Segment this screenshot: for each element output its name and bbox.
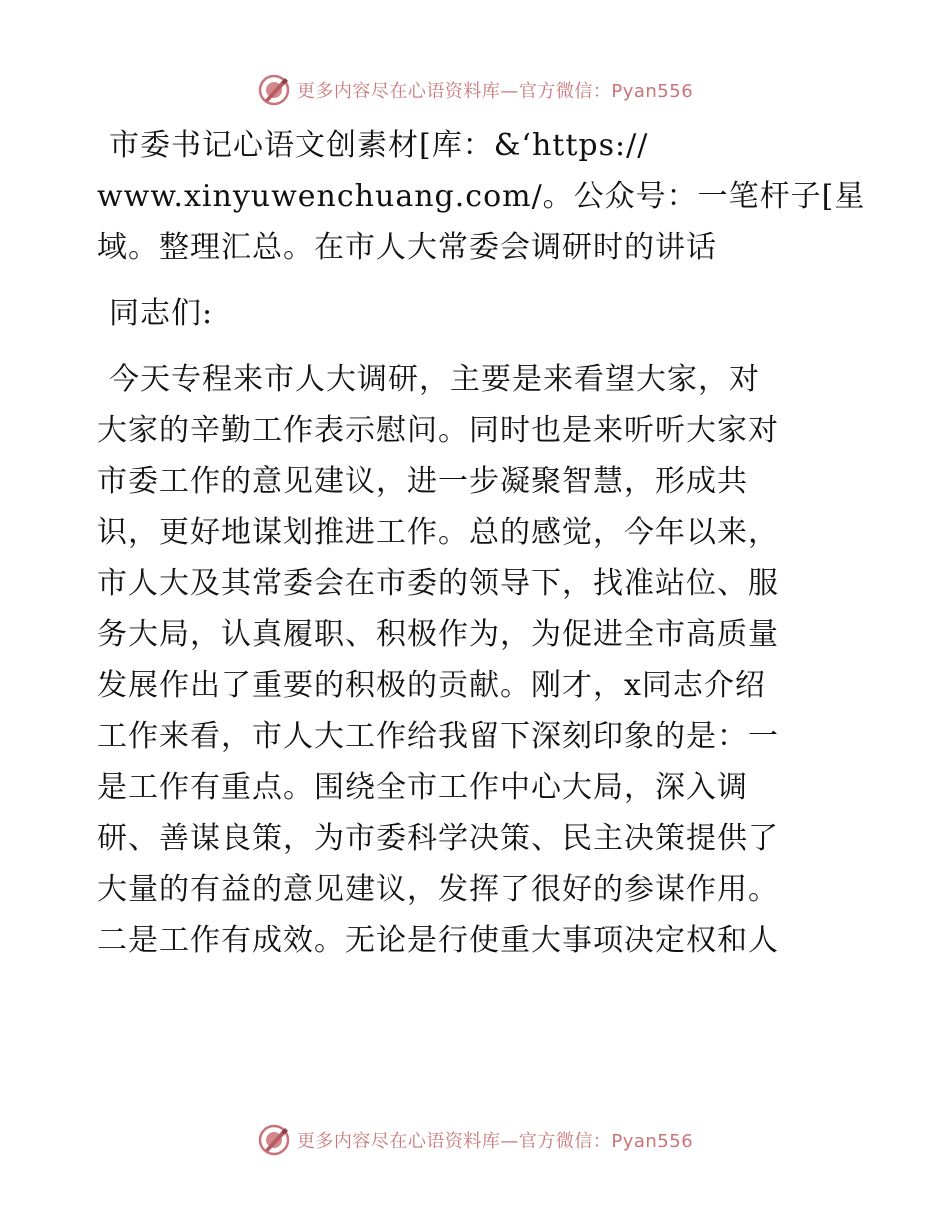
pen-logo-icon (257, 73, 291, 107)
body-line-11: 大量的有益的意见建议，发挥了很好的参谋作用。 (97, 872, 779, 907)
title-line-3: 域。整理汇总。在市人大常委会调研时的讲话 (97, 230, 717, 265)
body-line-4: 识，更好地谋划推进工作。总的感觉，今年以来， (97, 515, 779, 550)
body-line-6: 务大局，认真履职、积极作为，为促进全市高质量 (97, 617, 779, 652)
body-line-5: 市人大及其常委会在市委的领导下，找准站位、服 (97, 566, 779, 601)
body-line-12: 二是工作有成效。无论是行使重大事项决定权和人 (97, 923, 779, 958)
footer-watermark (0, 1120, 950, 1160)
body-line-1: 今天专程来市人大调研，主要是来看望大家，对 (109, 362, 760, 397)
watermark-text: 更多内容尽在心语资料库—官方微信：Pyan556 (296, 81, 694, 102)
salutation: 同志们: (109, 296, 214, 331)
body-line-9: 是工作有重点。围绕全市工作中心大局，深入调 (97, 770, 748, 805)
body-line-7: 发展作出了重要的积极的贡献。刚才，x同志介绍 (97, 668, 766, 703)
watermark-text: 更多内容尽在心语资料库—官方微信：Pyan556 (296, 1131, 694, 1152)
header-watermark (0, 70, 950, 110)
pen-logo-icon (257, 1123, 291, 1157)
body-line-2: 大家的辛勤工作表示慰问。同时也是来听听大家对 (97, 413, 779, 448)
title-line-1: 市委书记心语文创素材[库：&‘https:// (109, 128, 649, 163)
body-line-8: 工作来看，市人大工作给我留下深刻印象的是：一 (97, 719, 779, 754)
document-body (97, 120, 866, 966)
title-line-2: www.xinyuwenchuang.com/。公众号：一笔杆子[星 (97, 179, 866, 214)
body-line-3: 市委工作的意见建议，进一步凝聚智慧，形成共 (97, 464, 748, 499)
body-line-10: 研、善谋良策，为市委科学决策、民主决策提供了 (97, 821, 779, 856)
